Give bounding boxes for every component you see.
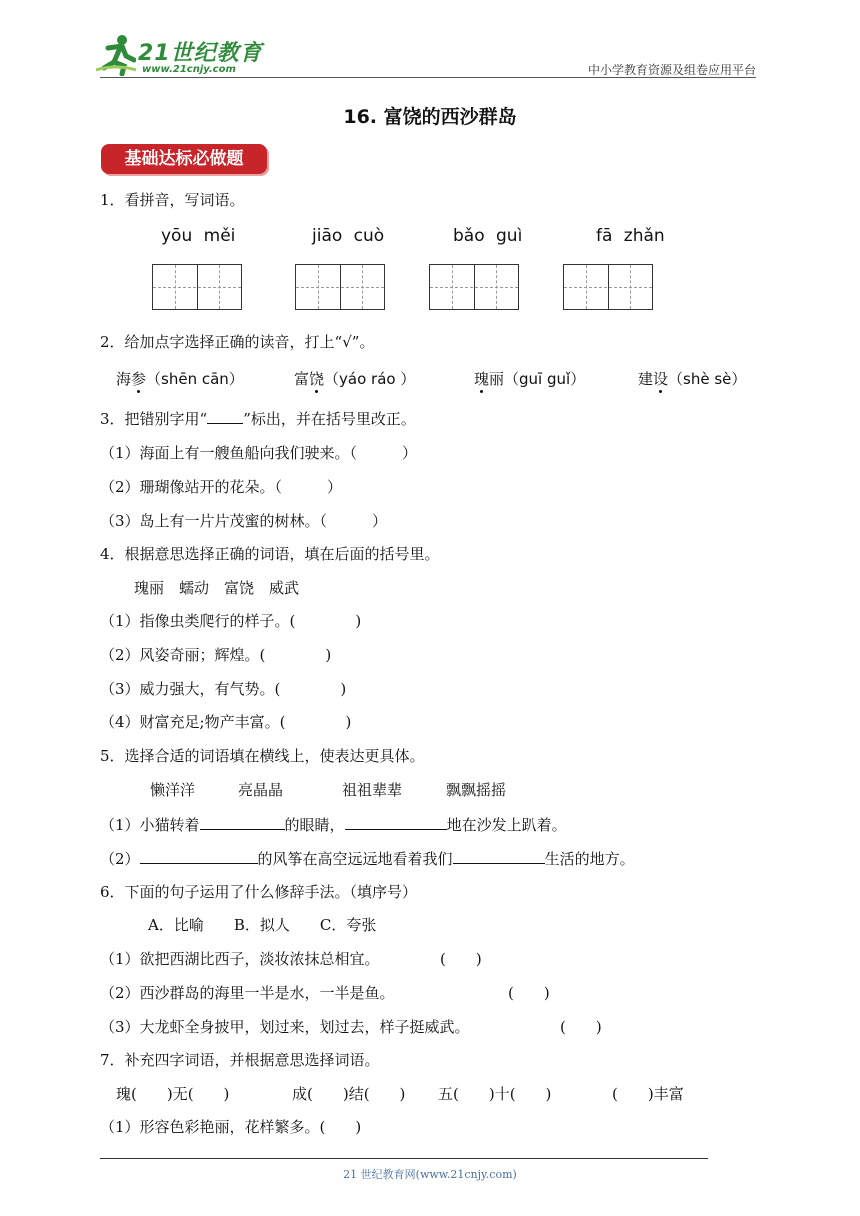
platform-name: 中小学教育资源及组卷应用平台 (587, 63, 756, 77)
header-rule (100, 77, 756, 78)
q2-item-1-pre: 海 (116, 370, 132, 388)
logo (96, 34, 263, 78)
footer-rule (100, 1158, 708, 1159)
writing-grid-4[interactable] (563, 264, 653, 310)
q5-sentence-2 (100, 848, 635, 869)
q6-item-1-answer[interactable]: ( ) (440, 950, 482, 968)
section-badge: 基础达标必做题 (101, 144, 267, 174)
q6-text: 6．下面的句子运用了什么修辞手法。（填序号） (100, 883, 418, 901)
q5-word-3: 祖祖辈辈 (342, 781, 403, 799)
q3-text-b: ”标出，并在括号里改正。 (243, 410, 416, 428)
q5-s1-blank-2[interactable] (345, 815, 447, 830)
q2-item-1 (116, 368, 244, 389)
runner-icon (96, 34, 136, 76)
q5-s2-part-1: （2） (100, 850, 140, 868)
q3-item-1[interactable]: （1）海面上有一艘鱼船向我们驶来。（ ） (100, 444, 418, 462)
q2-item-2 (294, 368, 415, 389)
q6-options: A．比喻 B．拟人 C．夸张 (148, 916, 377, 934)
q5-s1-part-1: （1）小猫转着 (100, 816, 200, 834)
q3-text-a: 3．把错别字用“ (100, 410, 208, 428)
q5-s2-blank-2[interactable] (453, 849, 545, 864)
q6-item-3: （3）大龙虾全身披甲，划过来，划过去，样子挺威武。 (100, 1018, 470, 1036)
page-title: 16. 富饶的西沙群岛 (343, 106, 517, 128)
q4-item-1[interactable]: （1）指像虫类爬行的样子。( ) (100, 612, 362, 630)
q2-item-4-pre: 建 (638, 370, 654, 388)
q7-item-1[interactable]: （1）形容色彩艳丽，花样繁多。( ) (100, 1118, 362, 1136)
q2-item-3-dotted-char: 瑰 (474, 370, 490, 388)
q4-text: 4．根据意思选择正确的词语，填在后面的括号里。 (100, 545, 440, 563)
q5-sentence-1 (100, 814, 567, 835)
q3-underline-sample (207, 409, 243, 424)
q5-s1-blank-1[interactable] (200, 815, 285, 830)
q2-item-3-options[interactable]: （guī guǐ） (504, 370, 586, 388)
q6-item-3-answer[interactable]: ( ) (560, 1018, 602, 1036)
pinyin-4: fā zhǎn (596, 226, 665, 246)
q5-text: 5．选择合适的词语填在横线上，使表达更具体。 (100, 747, 425, 765)
writing-grid-1[interactable] (152, 264, 242, 310)
q2-item-4-dotted-char: 设 (653, 370, 669, 388)
q4-item-2[interactable]: （2）风姿奇丽；辉煌。( ) (100, 646, 332, 664)
q5-word-4: 飘飘摇摇 (446, 781, 507, 799)
q5-s2-part-2: 的风筝在高空远远地看着我们 (257, 850, 453, 868)
q2-item-2-pre: 富 (294, 370, 310, 388)
q2-text: 2．给加点字选择正确的读音，打上“√”。 (100, 333, 375, 351)
q7-word-2[interactable]: 成( )结( ) (292, 1085, 406, 1103)
q6-item-2: （2）西沙群岛的海里一半是水，一半是鱼。 (100, 984, 395, 1002)
q7-word-4[interactable]: ( )丰富 (612, 1085, 684, 1103)
q7-text: 7．补充四字词语，并根据意思选择词语。 (100, 1051, 380, 1069)
q2-item-3-post: 丽 (489, 370, 505, 388)
q2-item-4 (638, 368, 746, 389)
q7-word-3[interactable]: 五( )十( ) (438, 1085, 552, 1103)
q5-s1-part-2: 的眼睛， (284, 816, 345, 834)
q4-item-3[interactable]: （3）威力强大，有气势。( ) (100, 680, 347, 698)
q5-word-1: 懒洋洋 (150, 781, 196, 799)
q2-item-3 (474, 368, 585, 389)
q2-item-1-options[interactable]: （shēn cān） (146, 370, 244, 388)
q5-word-2: 亮晶晶 (238, 781, 284, 799)
q5-s2-blank-1[interactable] (140, 849, 258, 864)
q4-words: 瑰丽 蠕动 富饶 威武 (134, 579, 300, 597)
q4-item-4[interactable]: （4）财富充足;物产丰富。( ) (100, 713, 352, 731)
q7-word-1[interactable]: 瑰( )无( ) (116, 1085, 230, 1103)
q2-item-1-dotted-char: 参 (131, 370, 147, 388)
q2-item-2-dotted-char: 饶 (309, 370, 325, 388)
q5-s1-part-3: 地在沙发上趴着。 (446, 816, 567, 834)
q2-item-4-options[interactable]: （shè sè） (668, 370, 747, 388)
q6-item-2-answer[interactable]: ( ) (508, 984, 550, 1002)
pinyin-1: yōu měi (161, 226, 236, 246)
q6-item-1: （1）欲把西湖比西子，淡妆浓抹总相宜。 (100, 950, 380, 968)
writing-grid-2[interactable] (295, 264, 385, 310)
pinyin-2: jiāo cuò (312, 226, 385, 246)
footer-text: 21 世纪教育网(www.21cnjy.com) (343, 1168, 517, 1181)
writing-grid-3[interactable] (429, 264, 519, 310)
q5-s2-part-3: 生活的地方。 (544, 850, 635, 868)
q3-item-2[interactable]: （2）珊瑚像站开的花朵。（ ） (100, 478, 343, 496)
q3-text (100, 408, 416, 429)
q1-text: 1．看拼音，写词语。 (100, 191, 245, 209)
q3-item-3[interactable]: （3）岛上有一片片茂蜜的树林。（ ） (100, 512, 388, 530)
pinyin-3: bǎo guì (453, 226, 523, 246)
logo-main-text: 21世纪教育 (138, 41, 263, 66)
logo-sub-text: www.21cnjy.com (142, 64, 236, 75)
q2-item-2-options[interactable]: （yáo ráo ） (324, 370, 416, 388)
